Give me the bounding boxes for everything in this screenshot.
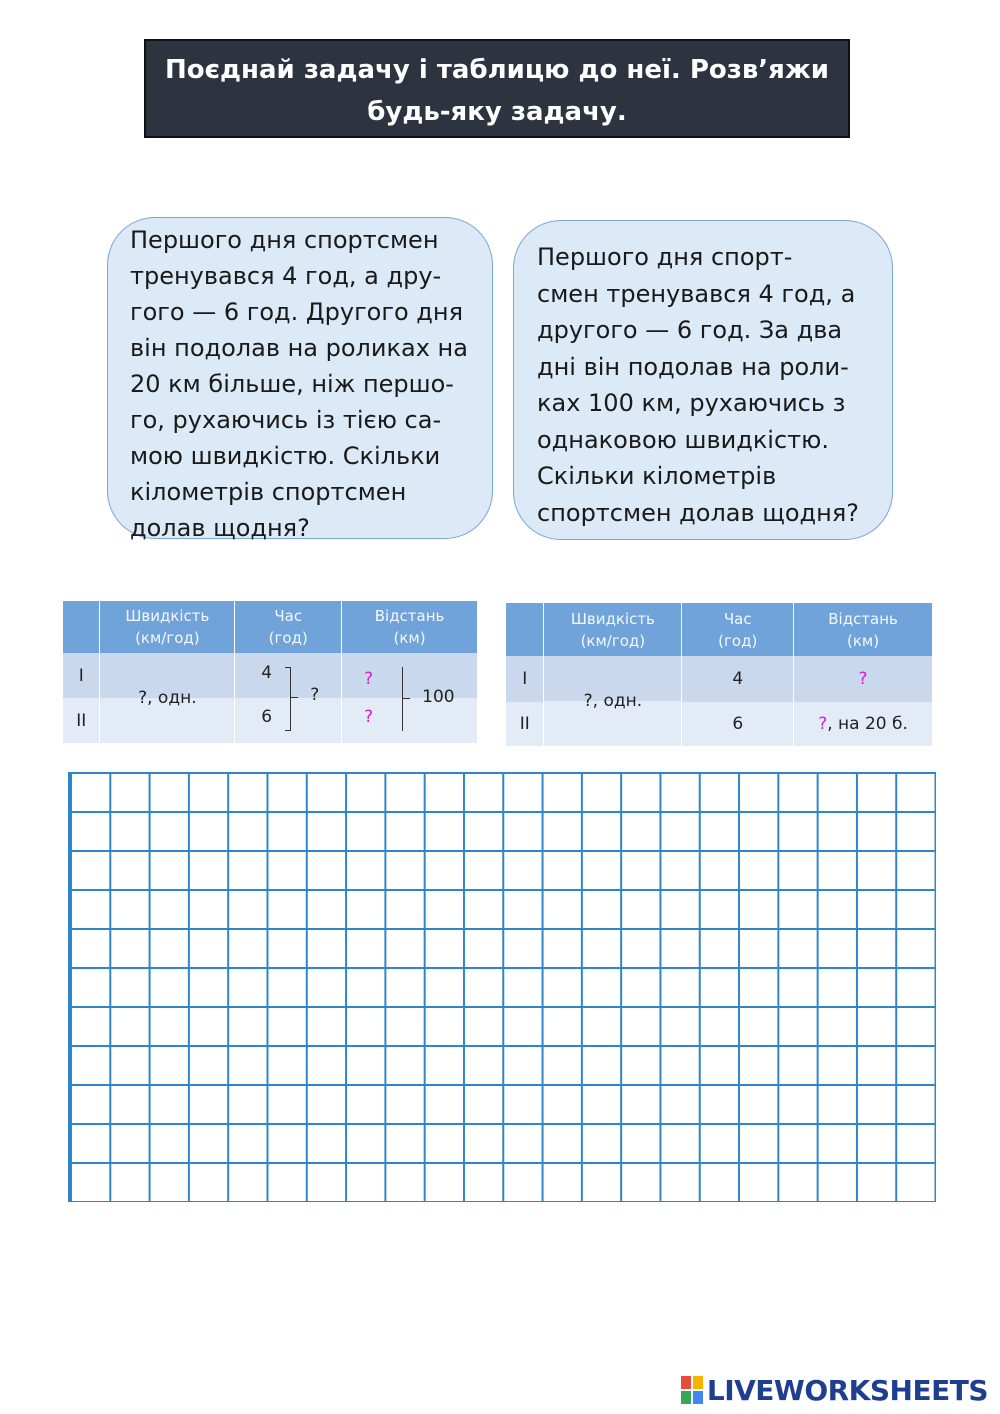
row-label-1: I [506, 656, 544, 702]
title-line-1: Поєднай задачу і таблицю до неї. Розв’яжи [165, 55, 829, 85]
time-total: ? [310, 685, 320, 705]
distance-day-1[interactable]: ? [794, 656, 933, 702]
time-day-1: 4 [682, 656, 794, 702]
problem-text-line: го, рухаючись із тією са- [130, 406, 442, 434]
distance-day-1[interactable]: ? [364, 669, 374, 689]
problem-card-left[interactable] [107, 217, 493, 542]
header-distance: Відстань (км) [794, 603, 933, 656]
question-mark: ? [818, 714, 828, 734]
time-day-2: 6 [682, 702, 794, 746]
table-left[interactable] [63, 601, 478, 743]
header-speed: Швидкість (км/год) [100, 601, 235, 653]
time-brace-tick [290, 697, 298, 698]
problem-text-line: Першого дня спорт- [537, 243, 793, 271]
distance-brace [402, 667, 403, 731]
problem-card-right[interactable] [513, 220, 893, 540]
distance-cell [342, 653, 478, 743]
speed-cell [544, 656, 682, 746]
header-time: Час (год) [682, 603, 794, 656]
header-speed: Швидкість (км/год) [544, 603, 682, 656]
problem-text-line: гого — 6 год. Другого дня [130, 298, 464, 326]
distance-brace-tick [403, 698, 410, 699]
distance-total: 100 [422, 687, 455, 707]
time-day-1: 4 [261, 663, 273, 683]
liveworksheets-logo [681, 1372, 988, 1408]
speed-value: ?, одн. [583, 691, 643, 711]
row-label-1: I [63, 653, 100, 698]
title-line-2: будь-яку задачу. [367, 97, 627, 127]
logo-icon [681, 1376, 703, 1404]
table-right[interactable] [506, 603, 933, 746]
time-day-2: 6 [261, 707, 273, 727]
problem-text-line: смен тренувався 4 год, а [537, 279, 856, 308]
problem-text-line: Скільки кілометрів [537, 462, 777, 490]
problem-text-line: ках 100 км, рухаючись з [537, 389, 846, 417]
problem-text-line: кілометрів спортсмен [130, 478, 407, 506]
header-blank [63, 601, 100, 653]
problem-text-line: спортсмен долав щодня? [537, 498, 860, 527]
problem-text-line: 20 км більше, ніж першо- [130, 370, 454, 398]
speed-value: ?, одн. [138, 688, 197, 708]
time-brace [285, 667, 291, 731]
problem-text-line: другого — 6 год. За два [537, 316, 843, 344]
distance-day-2[interactable]: ? [364, 707, 374, 727]
row-label-2: II [506, 702, 544, 746]
problem-text-line: він подолав на роликах на [130, 334, 468, 362]
answer-grid[interactable] [68, 772, 936, 1202]
speed-cell [100, 653, 235, 743]
header-distance: Відстань (км) [342, 601, 478, 653]
distance-day-2[interactable] [794, 702, 933, 746]
row-label-2: II [63, 698, 100, 743]
time-cell [235, 653, 342, 743]
problem-text-line: мою швидкістю. Скільки [130, 442, 441, 470]
problem-text-line: Першого дня спортсмен [130, 226, 439, 254]
problem-text-line: однаковою швидкістю. [537, 425, 829, 454]
header-blank [506, 603, 544, 656]
problem-text-line: долав щодня? [130, 514, 310, 542]
distance-note: , на 20 б. [827, 714, 908, 734]
problem-text-line: тренувався 4 год, а дру- [130, 262, 442, 290]
logo-text: LIVEWORKSHEETS [706, 1373, 988, 1407]
problem-text-line: дні він подолав на роли- [537, 352, 849, 381]
instruction-title [144, 39, 850, 138]
header-time: Час (год) [235, 601, 342, 653]
